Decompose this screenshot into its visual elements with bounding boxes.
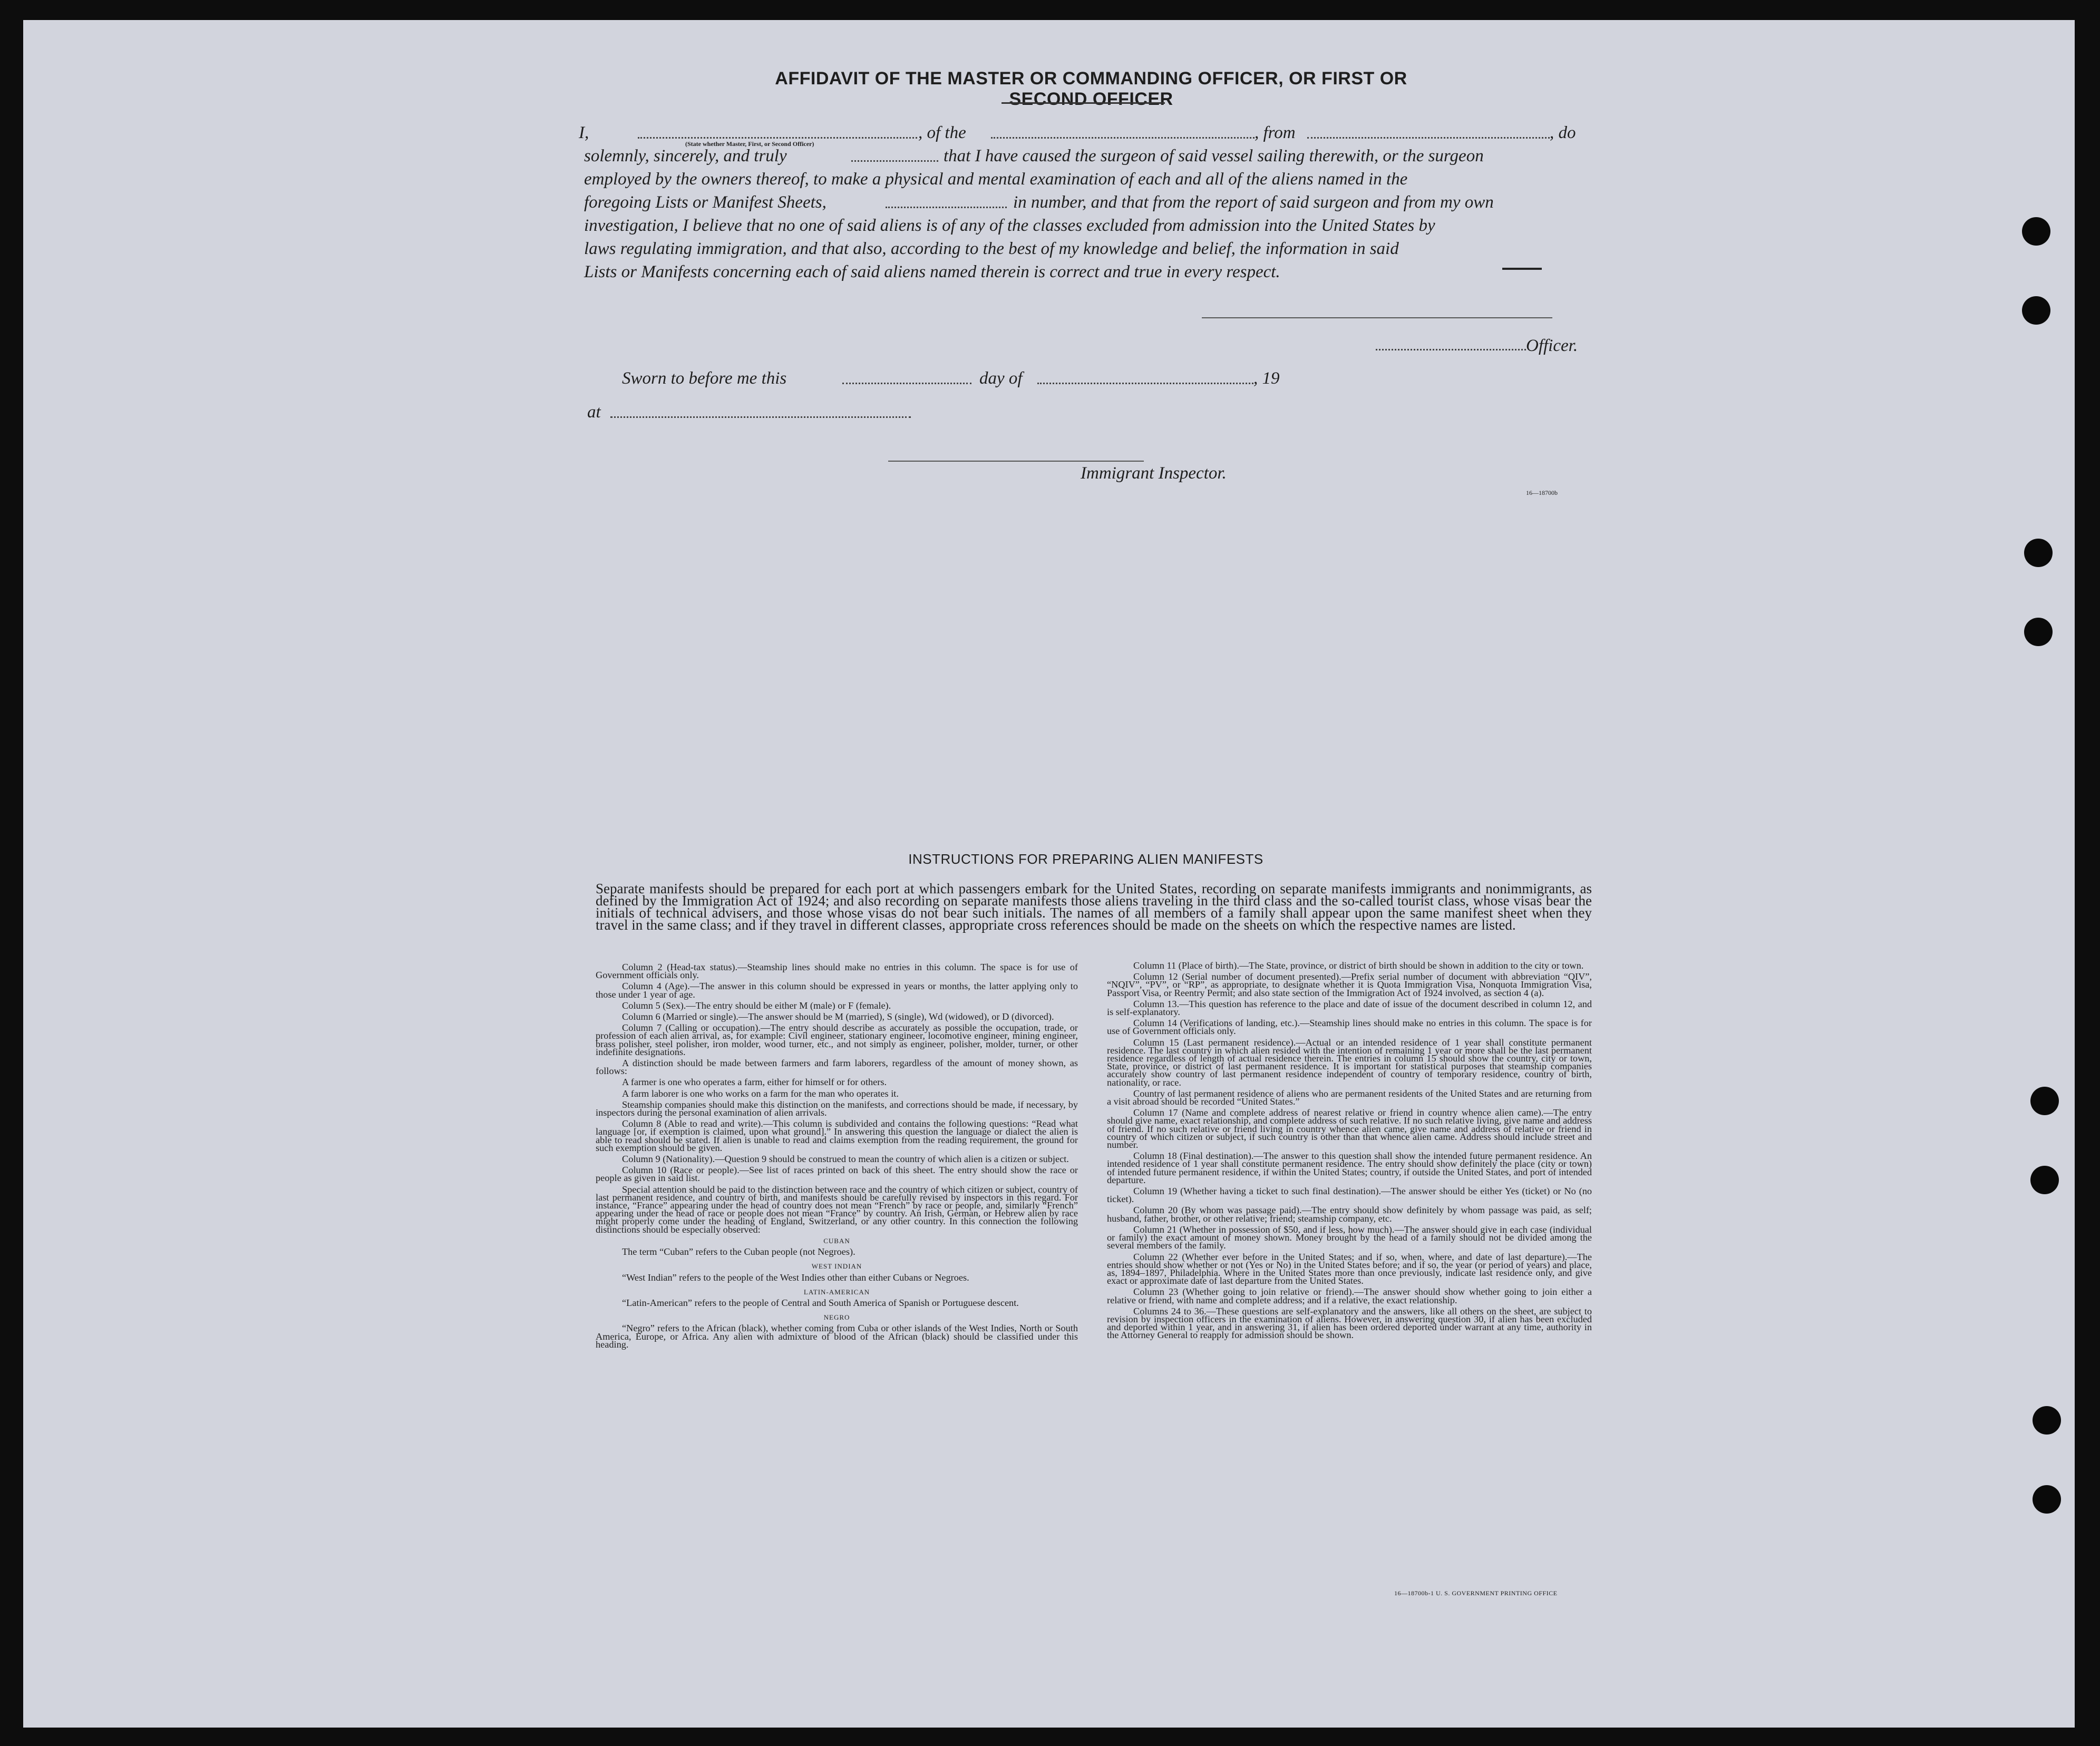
officer-rank-field[interactable] (638, 125, 917, 139)
instruction-us-residence: Country of last permanent residence of aliens who are permanent residents of the United States and are returning from a visit abroad should be recorded “United States.” (1107, 1088, 1592, 1107)
instruction-col-10: Column 10 (Race or people).—See list of races printed on back of this sheet. The entry should show the race or people as given in said list. (596, 1165, 1078, 1184)
negro-definition: “Negro” refers to the African (black), whether coming from Cuba or other islands of the West Indies, North or South America, Europe, or Africa. Any alien with admixture of blood of the African (black) should be classified under this heading. (596, 1323, 1078, 1350)
port-from-field[interactable] (1307, 125, 1550, 139)
sworn-label: Sworn to before me this (622, 369, 787, 388)
affidavit-line-2a: solemnly, sincerely, and truly (584, 147, 787, 165)
title-underline (1002, 102, 1165, 104)
affidavit-line-3: employed by the owners thereof, to make a physical and mental examination of each and all of the aliens named in the (584, 170, 1408, 189)
day-of-label: day of (979, 369, 1023, 388)
instruction-col-22: Column 22 (Whether ever before in the United States; and if so, when, where, and date of last departure).—The entries should show whether or not (Yes or No) in the United States before; and if so, the year (or period of years) and place, as, 1894–1897, Philadelphia. Where in the United States more than once previously, indicate last residence only, and give exact or approximate date of last departure from the United States. (1107, 1251, 1592, 1286)
instruction-col-17: Column 17 (Name and complete address of nearest relative or friend in country whence alien came).—The entry should give name, exact relationship, and complete address of such relative. If no such relative living, give name and address of friend. If no such relative or friend living in country whence alien came, give name and address of relative or friend in country of which citizen or subject, if such country is other than that whence alien came. Address should include street and number. (1107, 1107, 1592, 1150)
instruction-col-12: Column 12 (Serial number of document presented).—Prefix serial number of document with abbreviation “QIV”, “NQIV”, “PV”, or “RP”, as appropriate, to designate whether it is Quota Immigration Visa, Nonquota Immigration Visa, Passport Visa, or Reentry Permit; and also state section of the Immigration Act of 1924 involved, as section 4 (a). (1107, 971, 1592, 998)
affidavit-line-2b: that I have caused the surgeon of said vessel sailing therewith, or the surgeon (944, 147, 1484, 165)
punch-hole (2022, 296, 2050, 325)
of-the-label: , of the (918, 123, 966, 142)
instruction-col-13: Column 13.—This question has reference to the place and date of issue of the document described in column 12, and is self-explanatory. (1107, 998, 1592, 1018)
inspector-label: Immigrant Inspector. (1081, 464, 1227, 483)
instruction-col-2: Column 2 (Head-tax status).—Steamship lines should make no entries in this column. The space is for use of Government officials only. (596, 962, 1078, 981)
pen-mark (1502, 268, 1542, 270)
instruction-col-6: Column 6 (Married or single).—The answer should be M (married), S (single), Wd (widowed), or D (divorced). (622, 1011, 1054, 1022)
instructions-title: INSTRUCTIONS FOR PREPARING ALIEN MANIFESTS (908, 851, 1263, 867)
affidavit-line-7: Lists or Manifests concerning each of said aliens named therein is correct and true in every respect. (584, 262, 1280, 281)
vessel-name-field[interactable] (991, 125, 1255, 139)
instruction-col-20: Column 20 (By whom was passage paid).—The entry should show definitely by whom passage was paid, as self; husband, father, brother, or other relative; friend; steamship company, etc. (1107, 1205, 1592, 1224)
printing-office-footer: 16—18700b-1 U. S. GOVERNMENT PRINTING OFFICE (1394, 1589, 1558, 1597)
punch-hole (2033, 1485, 2061, 1514)
sheet-count-field[interactable] (886, 195, 1007, 208)
at-place-field[interactable] (610, 405, 911, 418)
instruction-col-4: Column 4 (Age).—The answer in this column should be expressed in years or months, the latter applying only to those under 1 year of age. (596, 981, 1078, 1000)
sworn-month-field[interactable] (1037, 371, 1253, 384)
latin-american-definition: “Latin-American” refers to the people of Central and South America of Spanish or Portuguese descent. (622, 1297, 1019, 1308)
instruction-col-8: Column 8 (Able to read and write).—This column is subdivided and contains the following questions: “Read what language [or, if exemption is claimed, upon what ground].” In answering this question the language or dialect the alien is able to read should be stated. If alien is unable to read and claims exemption from the reading requirement, the ground for such exemption should be given. (596, 1118, 1078, 1153)
instruction-col-23: Column 23 (Whether going to join relative or friend).—The answer should show whether going to join either a relative or friend, with name and complete address; and if a relative, the exact relationship. (1107, 1286, 1592, 1305)
west-indian-definition: “West Indian” refers to the people of the West Indies other than either Cubans or Negroes. (622, 1272, 969, 1283)
affidavit-line-4a: foregoing Lists or Manifest Sheets, (584, 193, 827, 212)
punch-hole (2030, 1166, 2059, 1194)
inspector-signature-line[interactable] (888, 461, 1144, 462)
affidavit-title: AFFIDAVIT OF THE MASTER OR COMMANDING OFFICER, OR FIRST OR SECOND OFFICER (775, 69, 1407, 109)
affidavit-i: I, (579, 123, 589, 142)
punch-hole (2033, 1406, 2061, 1435)
affidavit-line-4b: in number, and that from the report of said surgeon and from my own (1013, 193, 1494, 212)
sworn-day-field[interactable] (842, 371, 971, 384)
instruction-col-7: Column 7 (Calling or occupation).—The entry should describe as accurately as possible the occupation, trade, or profession of each alien arrival, as, for example: Civil engineer, stationary engineer, locomotive engineer, mining engineer, brass polisher, steel polisher, iron molder, wood turner, etc., and not simply as engineer, polisher, molder, turner, or other indefinite designations. (596, 1022, 1078, 1057)
punch-hole (2024, 618, 2053, 646)
at-label: at (587, 403, 601, 422)
instructions-right-column (1107, 962, 1592, 1343)
year-label: , 19 (1253, 369, 1280, 388)
instruction-corrections: Steamship companies should make this distinction on the manifests, and corrections should be made, if necessary, by inspectors during the personal examination of alien arrivals. (596, 1099, 1078, 1118)
instruction-race-note: Special attention should be paid to the distinction between race and the country of which citizen or subject, country of last permanent residence, and country of birth, and manifests should be carefully revised by inspectors in this regard. For instance, “France” appearing under the head of country does not mean “French” by race or people, and, similarly “French” appearing under the head of race or people does not mean “France” by country. An Irish, German, or Hebrew alien by race might properly come under the heading of England, Switzerland, or any other country. In this connection the following distinctions should be especially observed: (596, 1184, 1078, 1235)
instruction-col-5: Column 5 (Sex).—The entry should be either M (male) or F (female). (622, 1000, 891, 1011)
instruction-col-19: Column 19 (Whether having a ticket to such final destination).—The answer should be either Yes (ticket) or No (no ticket). (1107, 1186, 1592, 1205)
instruction-farmer-def: A farmer is one who operates a farm, either for himself or for others. (622, 1077, 887, 1088)
from-label: , from (1255, 123, 1296, 142)
instruction-col-11: Column 11 (Place of birth).—The State, province, or district of birth should be shown in addition to the city or town. (1133, 960, 1584, 971)
signature-line[interactable] (1202, 317, 1552, 318)
instructions-left-column (596, 963, 1078, 1352)
affidavit-line-6: laws regulating immigration, and that also, according to the best of my knowledge and belief, the information in said (584, 239, 1399, 258)
west-indian-heading: WEST INDIAN (811, 1262, 862, 1271)
punch-hole (2022, 217, 2050, 246)
instructions-intro: Separate manifests should be prepared for each port at which passengers embark for the United States, recording on separate manifests immigrants and nonimmigrants, as defined by the Immigration Act of 1924; and also recording on separate manifests those aliens traveling in the third class and the so-called tourist class, whose visas bear the initials of technical advisers, and those whose visas do not bear such initials. The names of all members of a family shall appear upon the same manifest sheet when they travel in the same class; and if they travel in different classes, appropriate cross references should be made on the sheets on which the respective names are listed. (596, 881, 1592, 933)
instruction-col-15: Column 15 (Last permanent residence).—Actual or an intended residence of 1 year shall constitute permanent residence. The last country in which alien resided with the intention of remaining 1 year or more shall be the last permanent residence regardless of length of actual residence therein. The entries in column 15 should show the country, city or town, State, province, or district of last permanent residence. It is important for statistical purposes that steamship companies accurately show country of last permanent residence independent of country of temporary residence, country of birth, nationality, or race. (1107, 1037, 1592, 1088)
rank-field-2[interactable] (851, 149, 938, 162)
instruction-col-14: Column 14 (Verifications of landing, etc.).—Steamship lines should make no entries in this column. The space is for use of Government officials only. (1107, 1018, 1592, 1037)
officer-title-field[interactable] (1376, 338, 1526, 350)
cuban-definition: The term “Cuban” refers to the Cuban people (not Negroes). (622, 1246, 855, 1257)
state-hint: (State whether Master, First, or Second Officer) (685, 140, 814, 148)
officer-label: Officer. (1526, 336, 1578, 355)
latin-american-heading: LATIN-AMERICAN (803, 1287, 870, 1296)
instruction-col-9: Column 9 (Nationality).—Question 9 should be construed to mean the country of which alien is a citizen or subject. (622, 1154, 1069, 1165)
instruction-col-18: Column 18 (Final destination).—The answer to this question shall show the intended future permanent residence. An intended residence of 1 year shall constitute permanent residence. The entry should show definitely the place (city or town) of intended future permanent residence, if within the United States; country, if outside the United States, and port of intended departure. (1107, 1150, 1592, 1185)
negro-heading: NEGRO (823, 1313, 850, 1322)
instruction-laborer-def: A farm laborer is one who works on a farm for the man who operates it. (622, 1088, 899, 1099)
do-label: , do (1550, 123, 1576, 142)
instruction-col-21: Column 21 (Whether in possession of $50, and if less, how much).—The answer should give in each case (individual or family) the exact amount of money shown. Money brought by the head of a family should not be divided among the several members of the family. (1107, 1224, 1592, 1251)
instruction-farmers: A distinction should be made between farmers and farm laborers, regardless of the amount of money shown, as follows: (596, 1058, 1078, 1077)
instruction-col-24-36: Columns 24 to 36.—These questions are self-explanatory and the answers, like all others on the sheet, are subject to revision by inspection officers in the examination of aliens. However, in answering question 30, if alien has been excluded and deported within 1 year, and in answering 31, if alien has been ordered deported under warrant at any time, authority in the Attorney General to reapply for admission should be shown. (1107, 1305, 1592, 1341)
form-number: 16—18700b (1526, 489, 1558, 496)
affidavit-line-5: investigation, I believe that no one of said aliens is of any of the classes excluded from admission into the United States by (584, 216, 1435, 235)
cuban-heading: CUBAN (823, 1236, 850, 1245)
punch-hole (2030, 1087, 2059, 1115)
punch-hole (2024, 539, 2053, 567)
